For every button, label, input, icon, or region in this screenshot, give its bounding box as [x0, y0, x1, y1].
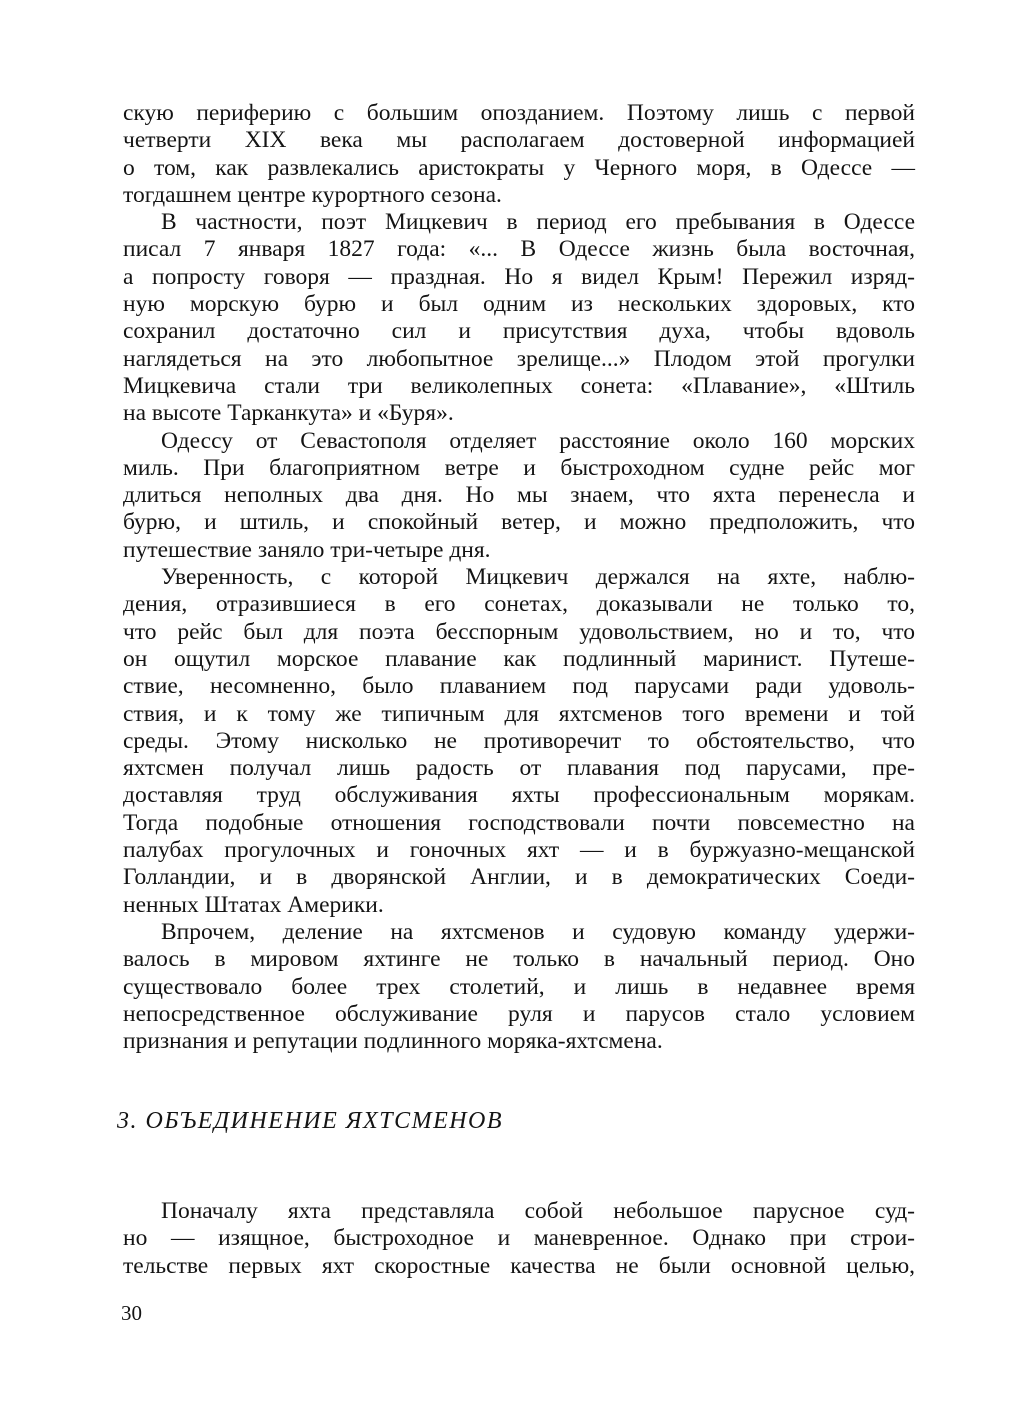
text-line: длиться неполных два дня. Но мы знаем, что яхта перенесла и: [123, 482, 915, 509]
text-line: он ощутил морское плавание как подлинный маринист. Путеше-: [123, 645, 915, 672]
text-line: Мицкевича стали три великолепных сонета: «Плавание», «Штиль: [123, 372, 915, 399]
text-line: Тогда подобные отношения господствовали почти повсеместно на: [123, 809, 915, 836]
paragraph: [123, 564, 915, 919]
text-line: существовало более трех столетий, и лишь в недавнее время: [123, 973, 915, 1000]
paragraph: [123, 100, 915, 209]
text-line: ную морскую бурю и был одним из нескольких здоровых, кто: [123, 291, 915, 318]
text-line: непосредственное обслуживание руля и парусов стало условием: [123, 1000, 915, 1027]
text-line: сохранил достаточно сил и присутствия духа, чтобы вдоволь: [123, 318, 915, 345]
page-body: [123, 100, 915, 1055]
text-line: а попросту говоря — праздная. Но я видел Крым! Пережил изряд-: [123, 263, 915, 290]
text-line: но — изящное, быстроходное и маневренное. Однако при строи-: [123, 1225, 915, 1252]
paragraph: [123, 209, 915, 427]
text-line: тогдашнем центре курортного сезона.: [123, 181, 502, 208]
text-line: скую периферию с большим опозданием. Поэтому лишь с первой: [123, 100, 915, 126]
text-line: наглядеться на это любопытное зрелище...» Плодом этой прогулки: [123, 345, 915, 372]
text-line: Одессу от Севастополя отделяет расстояние около 160 морских: [161, 427, 915, 454]
text-line: о том, как развлекались аристократы у Черного моря, в Одессе —: [123, 154, 915, 181]
paragraph: [123, 1198, 915, 1280]
text-line: доставляя труд обслуживания яхты профессиональным морякам.: [123, 782, 915, 809]
page-number: 30: [121, 1301, 142, 1325]
text-line: путешествие заняло три-четыре дня.: [123, 536, 491, 563]
text-line: ствие, несомненно, было плаванием под парусами ради удоволь-: [123, 673, 915, 700]
text-line: дения, отразившиеся в его сонетах, доказывали не только то,: [123, 591, 915, 618]
paragraph: [123, 428, 915, 564]
text-line: на высоте Тарканкута» и «Буря».: [123, 400, 454, 427]
text-line: Уверенность, с которой Мицкевич держался на яхте, наблю-: [161, 564, 915, 591]
text-line: яхтсмен получал лишь радость от плавания под парусами, пре-: [123, 755, 915, 782]
text-line: тельстве первых яхт скоростные качества не были основной целью,: [123, 1252, 915, 1279]
text-line: ненных Штатах Америки.: [123, 891, 384, 918]
text-line: что рейс был для поэта бесспорным удовольствием, но и то, что: [123, 618, 915, 645]
text-line: писал 7 января 1827 года: «... В Одессе жизнь была восточная,: [123, 236, 915, 263]
text-line: Впрочем, деление на яхтсменов и судовую команду удержи-: [161, 918, 915, 945]
text-line: четверти XIX века мы располагаем достоверной информацией: [123, 127, 915, 154]
text-line: бурю, и штиль, и спокойный ветер, и можно предположить, что: [123, 509, 915, 536]
text-line: палубах прогулочных и гоночных яхт — и в буржуазно-мещанской: [123, 837, 915, 864]
text-line: Голландии, и в дворянской Англии, и в демократических Соеди-: [123, 864, 915, 891]
text-line: валось в мировом яхтинге не только в начальный период. Оно: [123, 946, 915, 973]
text-line: ствия, и к тому же типичным для яхтсменов того времени и той: [123, 700, 915, 727]
section-heading: 3. ОБЪЕДИНЕНИЕ ЯХТСМЕНОВ: [117, 1108, 504, 1134]
section-body: [123, 1198, 915, 1280]
text-line: миль. При благоприятном ветре и быстроходном судне рейс мог: [123, 454, 915, 481]
text-line: Поначалу яхта представляла собой небольшое парусное суд-: [161, 1198, 915, 1224]
text-line: В частности, поэт Мицкевич в период его пребывания в Одессе: [161, 209, 915, 236]
text-line: признания и репутации подлинного моряка-яхтсмена.: [123, 1028, 663, 1055]
paragraph: [123, 919, 915, 1055]
text-line: среды. Этому нисколько не противоречит то обстоятельство, что: [123, 727, 915, 754]
